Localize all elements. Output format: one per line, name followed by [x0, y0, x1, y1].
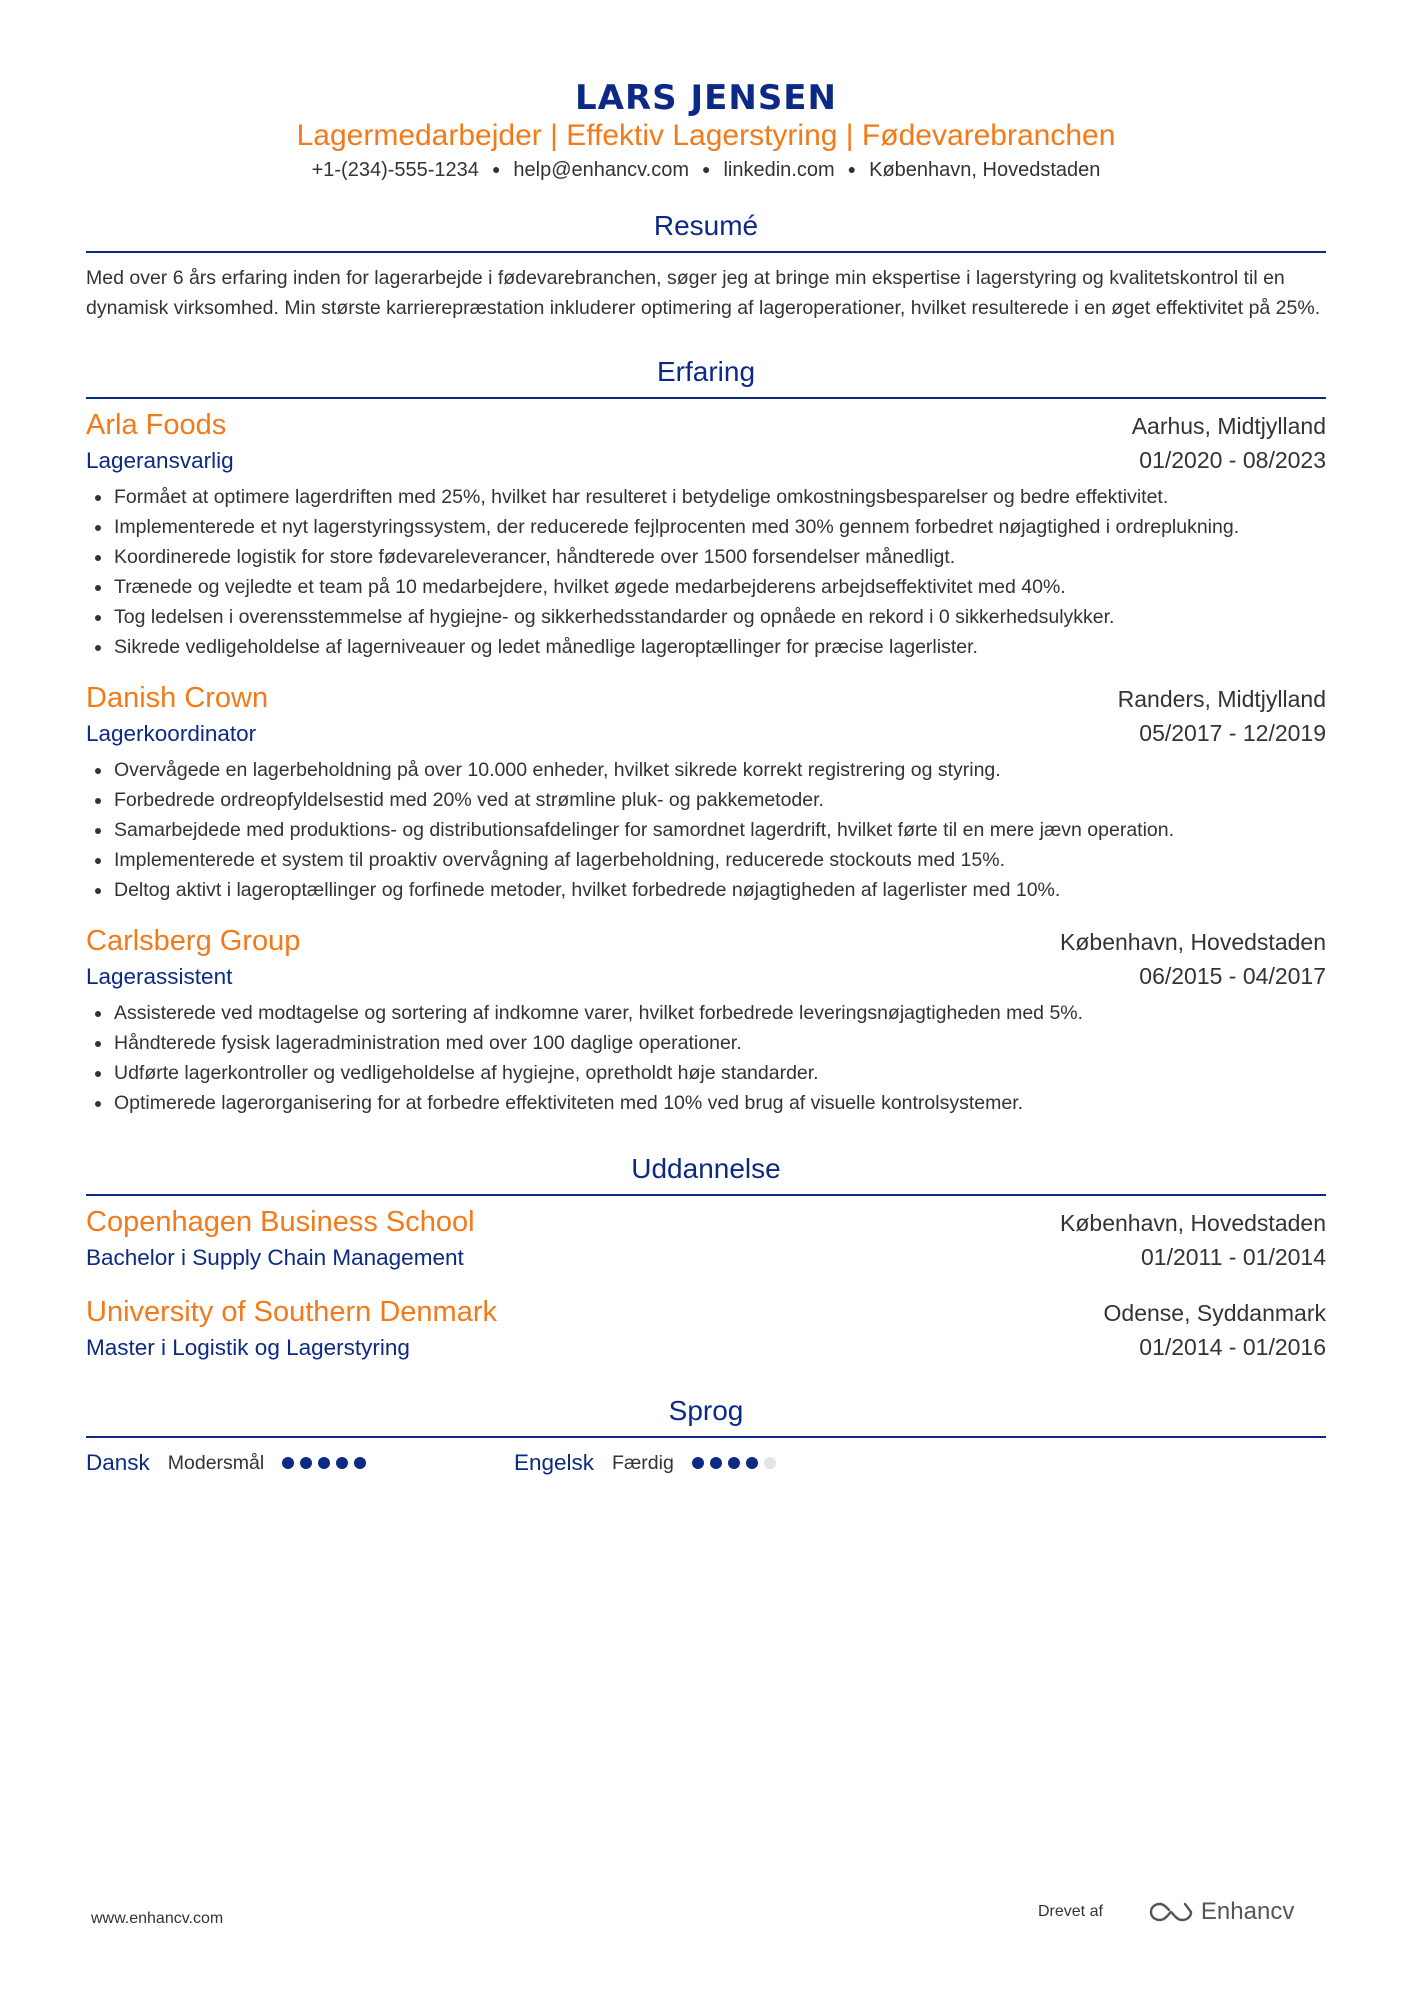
rating-dot-filled	[692, 1457, 704, 1469]
company-name: Arla Foods	[86, 409, 227, 441]
section-divider	[86, 397, 1326, 399]
education-section	[86, 1152, 1326, 1364]
enhancv-logo-icon	[1149, 1901, 1193, 1923]
rating-dot-filled	[336, 1457, 348, 1469]
summary-text: Med over 6 års erfaring inden for lagerarbejde i fødevarebranchen, søger jeg at bringe min ekspertise i lagerstyring og kvalitetskontrol til en dynamisk virksomhed. Min største karrierepræstation inkluderer optimering af lageroperationer, hvilket resulterede i en øget effektivitet på 25%.	[86, 267, 1321, 319]
rating-dot-empty	[764, 1457, 776, 1469]
language-item	[86, 1448, 514, 1478]
list-item: Samarbejdede med produktions- og distributionsafdelinger for samordnet lagerdrift, hvilket førte til en mere jævn operation.	[86, 815, 1326, 845]
company-name: Danish Crown	[86, 682, 269, 714]
proficiency-rating	[282, 1457, 372, 1469]
list-item: Overvågede en lagerbeholdning på over 10.000 enheder, hvilket sikrede korrekt registrering og styring.	[86, 755, 1326, 785]
list-item: Sikrede vedligeholdelse af lagerniveauer og ledet månedlige lageroptællinger for præcise lagerlister.	[86, 632, 1326, 662]
list-item: Formået at optimere lagerdriften med 25%, hvilket har resulteret i betydelige omkostningsbesparelser og bedre effektivitet.	[86, 482, 1326, 512]
rating-dot-filled	[318, 1457, 330, 1469]
job-dates: 01/2020 - 08/2023	[1139, 447, 1326, 473]
section-divider	[86, 1194, 1326, 1196]
language-name: Dansk	[86, 1450, 150, 1475]
bullet-separator-icon: ●	[491, 161, 501, 177]
section-divider	[86, 1436, 1326, 1438]
contact-location: København, Hovedstaden	[869, 159, 1101, 181]
achievement-list	[86, 482, 1326, 662]
section-title-languages: Sprog	[668, 1395, 744, 1426]
job-location: København, Hovedstaden	[1060, 929, 1326, 955]
experience-entry	[86, 407, 1326, 662]
job-title: Lagerassistent	[86, 964, 233, 989]
school-location: København, Hovedstaden	[1060, 1210, 1326, 1236]
resume-header	[86, 78, 1326, 183]
section-title-education: Uddannelse	[631, 1153, 781, 1184]
list-item: Assisterede ved modtagelse og sortering af indkomne varer, hvilket forbedrede leveringsnøjagtigheden med 5%.	[86, 998, 1326, 1028]
powered-by-label: Drevet af	[1038, 1903, 1103, 1920]
list-item: Optimerede lagerorganisering for at forbedre effektiviteten med 10% ved brug af visuelle kontrolsystemer.	[86, 1088, 1326, 1118]
school-location: Odense, Syddanmark	[1103, 1300, 1326, 1326]
contact-phone: +1-(234)-555-1234	[311, 159, 479, 181]
language-item	[514, 1448, 942, 1478]
rating-dot-filled	[282, 1457, 294, 1469]
section-divider	[86, 251, 1326, 253]
rating-dot-filled	[300, 1457, 312, 1469]
rating-dot-filled	[710, 1457, 722, 1469]
school-name: University of Southern Denmark	[86, 1296, 497, 1328]
rating-dot-filled	[746, 1457, 758, 1469]
list-item: Trænede og vejledte et team på 10 medarbejdere, hvilket øgede medarbejderens arbejdseffektivitet med 40%.	[86, 572, 1326, 602]
company-name: Carlsberg Group	[86, 925, 301, 957]
education-dates: 01/2011 - 01/2014	[1140, 1244, 1326, 1270]
summary-section	[86, 209, 1326, 323]
candidate-headline: Lagermedarbejder | Effektiv Lagerstyring | Fødevarebranchen	[296, 119, 1116, 152]
languages-section	[86, 1394, 1326, 1478]
job-title: Lageransvarlig	[86, 448, 234, 473]
list-item: Implementerede et nyt lagerstyringssystem, der reducerede fejlprocenten med 30% gennem forbedret nøjagtighed i ordreplukning.	[86, 512, 1326, 542]
proficiency-rating	[692, 1457, 782, 1469]
list-item: Udførte lagerkontroller og vedligeholdelse af hygiejne, opretholdt høje standarder.	[86, 1058, 1326, 1088]
list-item: Koordinerede logistik for store fødevareleverancer, håndterede over 1500 forsendelser månedligt.	[86, 542, 1326, 572]
resume-page	[86, 78, 1326, 1478]
section-title-summary: Resumé	[653, 210, 759, 241]
experience-entry	[86, 680, 1326, 905]
bullet-separator-icon: ●	[702, 161, 711, 177]
education-entry	[86, 1294, 1326, 1364]
job-location: Aarhus, Midtjylland	[1131, 413, 1326, 439]
contact-linkedin[interactable]: linkedin.com	[723, 159, 835, 181]
list-item: Implementerede et system til proaktiv overvågning af lagerbeholdning, reducerede stockouts med 15%.	[86, 845, 1326, 875]
job-dates: 05/2017 - 12/2019	[1139, 720, 1326, 746]
achievement-list	[86, 755, 1326, 905]
education-dates: 01/2014 - 01/2016	[1139, 1334, 1326, 1360]
brand-name: Enhancv	[1200, 1898, 1295, 1925]
contact-line	[86, 156, 1326, 183]
list-item: Håndterede fysisk lageradministration med over 100 daglige operationer.	[86, 1028, 1326, 1058]
list-item: Forbedrede ordreopfyldelsestid med 20% ved at strømline pluk- og pakkemetoder.	[86, 785, 1326, 815]
experience-entry	[86, 923, 1326, 1118]
degree-title: Bachelor i Supply Chain Management	[86, 1245, 464, 1270]
candidate-name: LARS JENSEN	[575, 78, 837, 118]
achievement-list	[86, 998, 1326, 1118]
rating-dot-filled	[354, 1457, 366, 1469]
list-item: Tog ledelsen i overensstemmelse af hygiejne- og sikkerhedsstandarder og opnåede en rekord i 0 sikkerhedsulykker.	[86, 602, 1326, 632]
language-name: Engelsk	[514, 1450, 595, 1475]
education-entry	[86, 1204, 1326, 1274]
job-dates: 06/2015 - 04/2017	[1139, 963, 1326, 989]
bullet-separator-icon: ●	[847, 161, 857, 177]
language-level: Modersmål	[167, 1452, 265, 1474]
footer-website[interactable]: www.enhancv.com	[91, 1910, 224, 1927]
job-title: Lagerkoordinator	[86, 721, 257, 746]
experience-section	[86, 355, 1326, 1118]
brand-logo[interactable]	[1149, 1898, 1294, 1926]
section-title-experience: Erfaring	[656, 356, 756, 387]
list-item: Deltog aktivt i lageroptællinger og forfinede metoder, hvilket forbedrede nøjagtigheden af lagerlister med 10%.	[86, 875, 1326, 905]
contact-email[interactable]: help@enhancv.com	[513, 159, 689, 181]
footer-branding	[1038, 1898, 1294, 1926]
school-name: Copenhagen Business School	[86, 1206, 475, 1238]
rating-dot-filled	[728, 1457, 740, 1469]
degree-title: Master i Logistik og Lagerstyring	[86, 1335, 410, 1360]
language-list	[86, 1448, 1326, 1478]
job-location: Randers, Midtjylland	[1117, 686, 1326, 712]
language-level: Færdig	[612, 1452, 674, 1474]
